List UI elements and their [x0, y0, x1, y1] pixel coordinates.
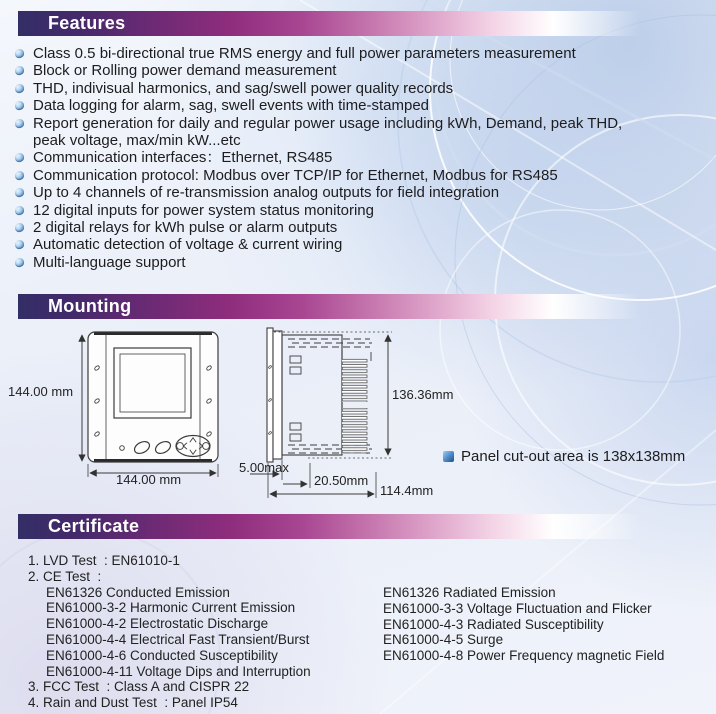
- dim-clip-depth-label: 20.50mm: [314, 473, 369, 488]
- bullet-icon: [14, 240, 25, 251]
- feature-text: Communication protocol: Modbus over TCP/IP for Ethernet, Modbus for RS485: [33, 166, 558, 184]
- feature-item: [12, 167, 653, 184]
- feature-text: 2 digital relays for kWh pulse or alarm outputs: [33, 219, 338, 237]
- certificate-line: EN61000-4-6 Conducted Susceptibility: [46, 647, 278, 663]
- certificate-line: EN61000-3-3 Voltage Fluctuation and Flicker: [383, 600, 652, 616]
- front-view-drawing: [82, 332, 218, 477]
- features-header-bar: [18, 11, 640, 36]
- feature-item: [12, 62, 653, 79]
- certificate-line: EN61000-4-8 Power Frequency magnetic Field: [383, 648, 665, 664]
- bullet-icon: [14, 153, 25, 164]
- feature-text: Report generation for daily and regular power usage including kWh, Demand, peak THD, peak voltage, max/min kW...etc: [33, 114, 623, 150]
- feature-text: Multi-language support: [33, 253, 186, 271]
- bullet-icon: [14, 118, 25, 129]
- note-text: Panel cut-out area is 138x138mm: [461, 448, 686, 465]
- certificate-right-column: [383, 585, 664, 664]
- feature-item: [12, 236, 653, 253]
- certificate-line: EN61000-4-5 Surge: [383, 632, 504, 648]
- features-list: [12, 45, 653, 271]
- bullet-icon: [14, 48, 25, 59]
- dim-total-depth-label: 114.4mm: [380, 483, 434, 498]
- bullet-icon: [14, 257, 25, 268]
- certificate-line: EN61000-4-2 Electrostatic Discharge: [46, 616, 269, 632]
- certificate-title: Certificate: [48, 516, 140, 536]
- note-bullet-icon: [443, 451, 454, 462]
- certificate-line: 3. FCC Test : Class A and CISPR 22: [28, 679, 250, 695]
- feature-item: [12, 80, 653, 97]
- dim-bezel-label: 5.00max: [239, 460, 289, 475]
- feature-text: THD, indivisual harmonics, and sag/swell power quality records: [33, 79, 454, 97]
- mounting-title: Mounting: [48, 296, 132, 316]
- certificate-line: EN61000-3-2 Harmonic Current Emission: [46, 600, 296, 616]
- certificate-line: EN61000-4-11 Voltage Dips and Interruption: [46, 663, 311, 679]
- feature-item: [12, 149, 653, 166]
- feature-text: Up to 4 channels of re-transmission analog outputs for field integration: [33, 184, 500, 202]
- certificate-line: EN61000-4-3 Radiated Susceptibility: [383, 616, 604, 632]
- feature-text: Data logging for alarm, sag, swell events with time-stamped: [33, 97, 430, 115]
- feature-text: Block or Rolling power demand measurement: [33, 62, 337, 80]
- feature-item: [12, 254, 653, 271]
- certificate-line: EN61326 Conducted Emission: [46, 584, 230, 600]
- feature-item: [12, 219, 653, 236]
- bullet-icon: [14, 205, 25, 216]
- certificate-line: 4. Rain and Dust Test : Panel IP54: [28, 695, 238, 711]
- certificate-line: EN61000-4-4 Electrical Fast Transient/Burst: [46, 631, 310, 647]
- feature-item: [12, 184, 653, 201]
- bullet-icon: [14, 170, 25, 181]
- certificate-line: 1. LVD Test : EN61010-1: [28, 553, 180, 568]
- dim-front-width-label: 144.00 mm: [116, 472, 182, 487]
- feature-item: [12, 45, 653, 62]
- certificate-line: EN61326 Radiated Emission: [383, 585, 556, 600]
- bullet-icon: [14, 83, 25, 94]
- features-title: Features: [48, 13, 126, 33]
- bullet-icon: [14, 100, 25, 111]
- certificate-left-column: [28, 553, 311, 711]
- feature-text: Automatic detection of voltage & current wiring: [33, 236, 343, 254]
- feature-text: 12 digital inputs for power system status monitoring: [33, 201, 374, 219]
- mounting-header-bar: [18, 294, 640, 319]
- bullet-icon: [14, 66, 25, 77]
- mounting-diagram: [40, 322, 460, 507]
- feature-item: [12, 97, 653, 114]
- feature-text: Communication interfaces：Ethernet, RS485: [33, 149, 333, 167]
- certificate-line: 2. CE Test :: [28, 568, 102, 584]
- feature-item: [12, 202, 653, 219]
- panel-cutout-note: [443, 448, 685, 465]
- dim-front-height-label: 144.00 mm: [8, 384, 74, 399]
- dim-side-height-label: 136.36mm: [392, 387, 454, 402]
- bullet-icon: [14, 187, 25, 198]
- bullet-icon: [14, 222, 25, 233]
- certificate-header-bar: [18, 514, 640, 539]
- feature-text: Class 0.5 bi-directional true RMS energy and full power parameters measurement: [33, 45, 576, 62]
- feature-item: [12, 115, 653, 150]
